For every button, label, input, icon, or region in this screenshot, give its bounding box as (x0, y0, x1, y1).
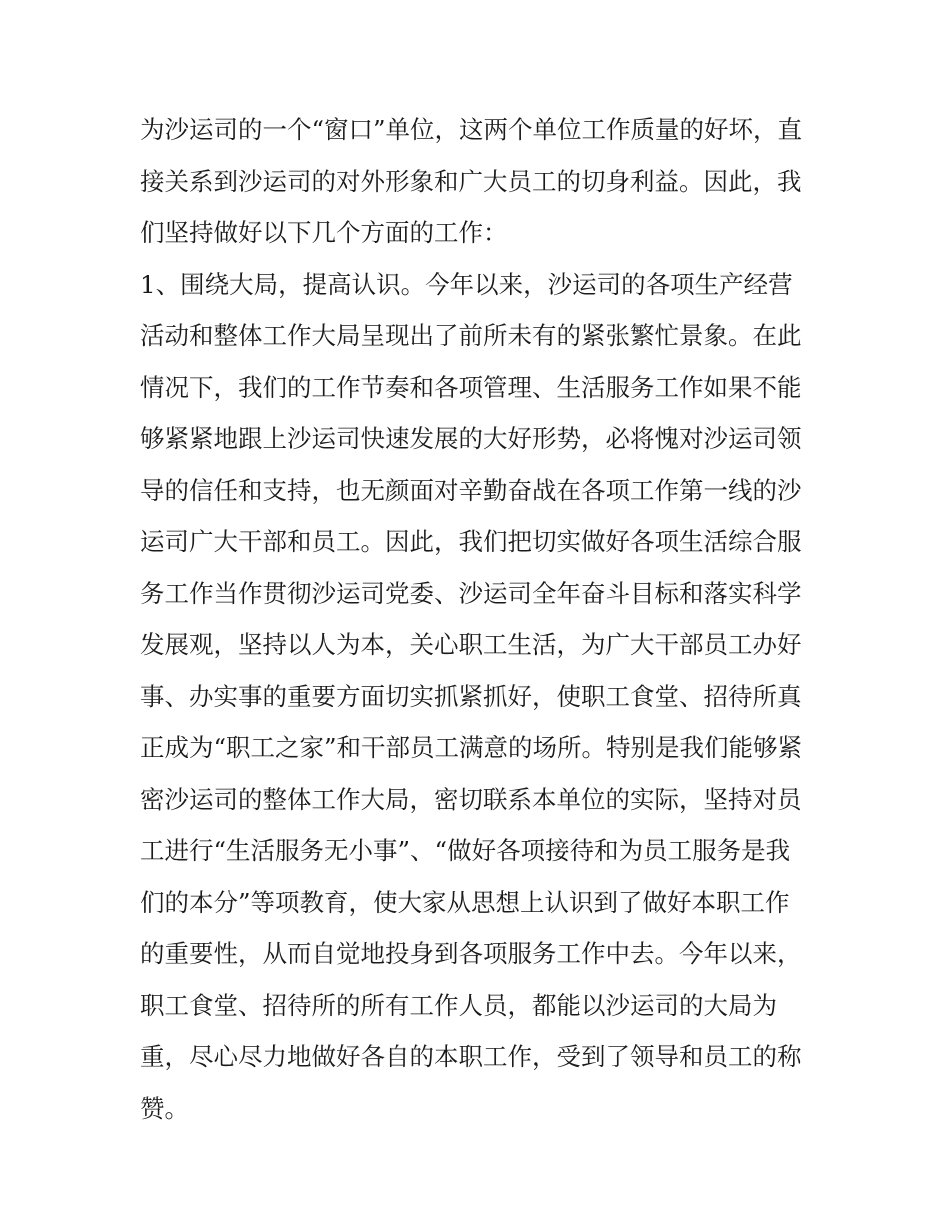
text-line: 们坚持做好以下几个方面的工作： (140, 218, 508, 247)
text-line: 接关系到沙运司的对外形象和广大员工的切身利益。因此，我 (140, 166, 802, 196)
text-line: 事、办实事的重要方面切实抓紧抓好，使职工食堂、招待所真 (140, 681, 802, 711)
text-line: 1、围绕大局，提高认识。今年以来，沙运司的各项生产经营 (140, 269, 793, 299)
text-line: 够紧紧地跟上沙运司快速发展的大好形势，必将愧对沙运司领 (140, 424, 802, 453)
text-line: 的重要性，从而自觉地投身到各项服务工作中去。今年以来， (140, 939, 802, 968)
text-line: 为沙运司的一个“窗口”单位，这两个单位工作质量的好坏，直 (140, 115, 803, 144)
text-line: 密沙运司的整体工作大局，密切联系本单位的实际，坚持对员 (140, 784, 802, 814)
text-line: 运司广大干部和员工。因此，我们把切实做好各项生活综合服 (140, 527, 802, 556)
text-line: 情况下，我们的工作节奏和各项管理、生活服务工作如果不能 (140, 372, 802, 402)
text-line: 职工食堂、招待所的所有工作人员，都能以沙运司的大局为 (140, 990, 777, 1020)
text-line: 正成为“职工之家”和干部员工满意的场所。特别是我们能够紧 (140, 733, 803, 762)
text-line: 导的信任和支持，也无颜面对辛勤奋战在各项工作第一线的沙 (140, 475, 802, 505)
text-line: 赞。 (140, 1093, 189, 1123)
text-line: 们的本分”等项教育，使大家从思想上认识到了做好本职工作 (140, 887, 790, 917)
text-line: 重，尽心尽力地做好各自的本职工作，受到了领导和员工的称 (140, 1042, 802, 1071)
text-line: 活动和整体工作大局呈现出了前所未有的紧张繁忙景象。在此 (140, 321, 802, 350)
text-line: 发展观，坚持以人为本，关心职工生活，为广大干部员工办好 (140, 630, 802, 659)
body-text (140, 104, 820, 1134)
text-line: 务工作当作贯彻沙运司党委、沙运司全年奋斗目标和落实科学 (140, 578, 802, 608)
text-line: 工进行“生活服务无小事”、“做好各项接待和为员工服务是我 (140, 836, 791, 865)
